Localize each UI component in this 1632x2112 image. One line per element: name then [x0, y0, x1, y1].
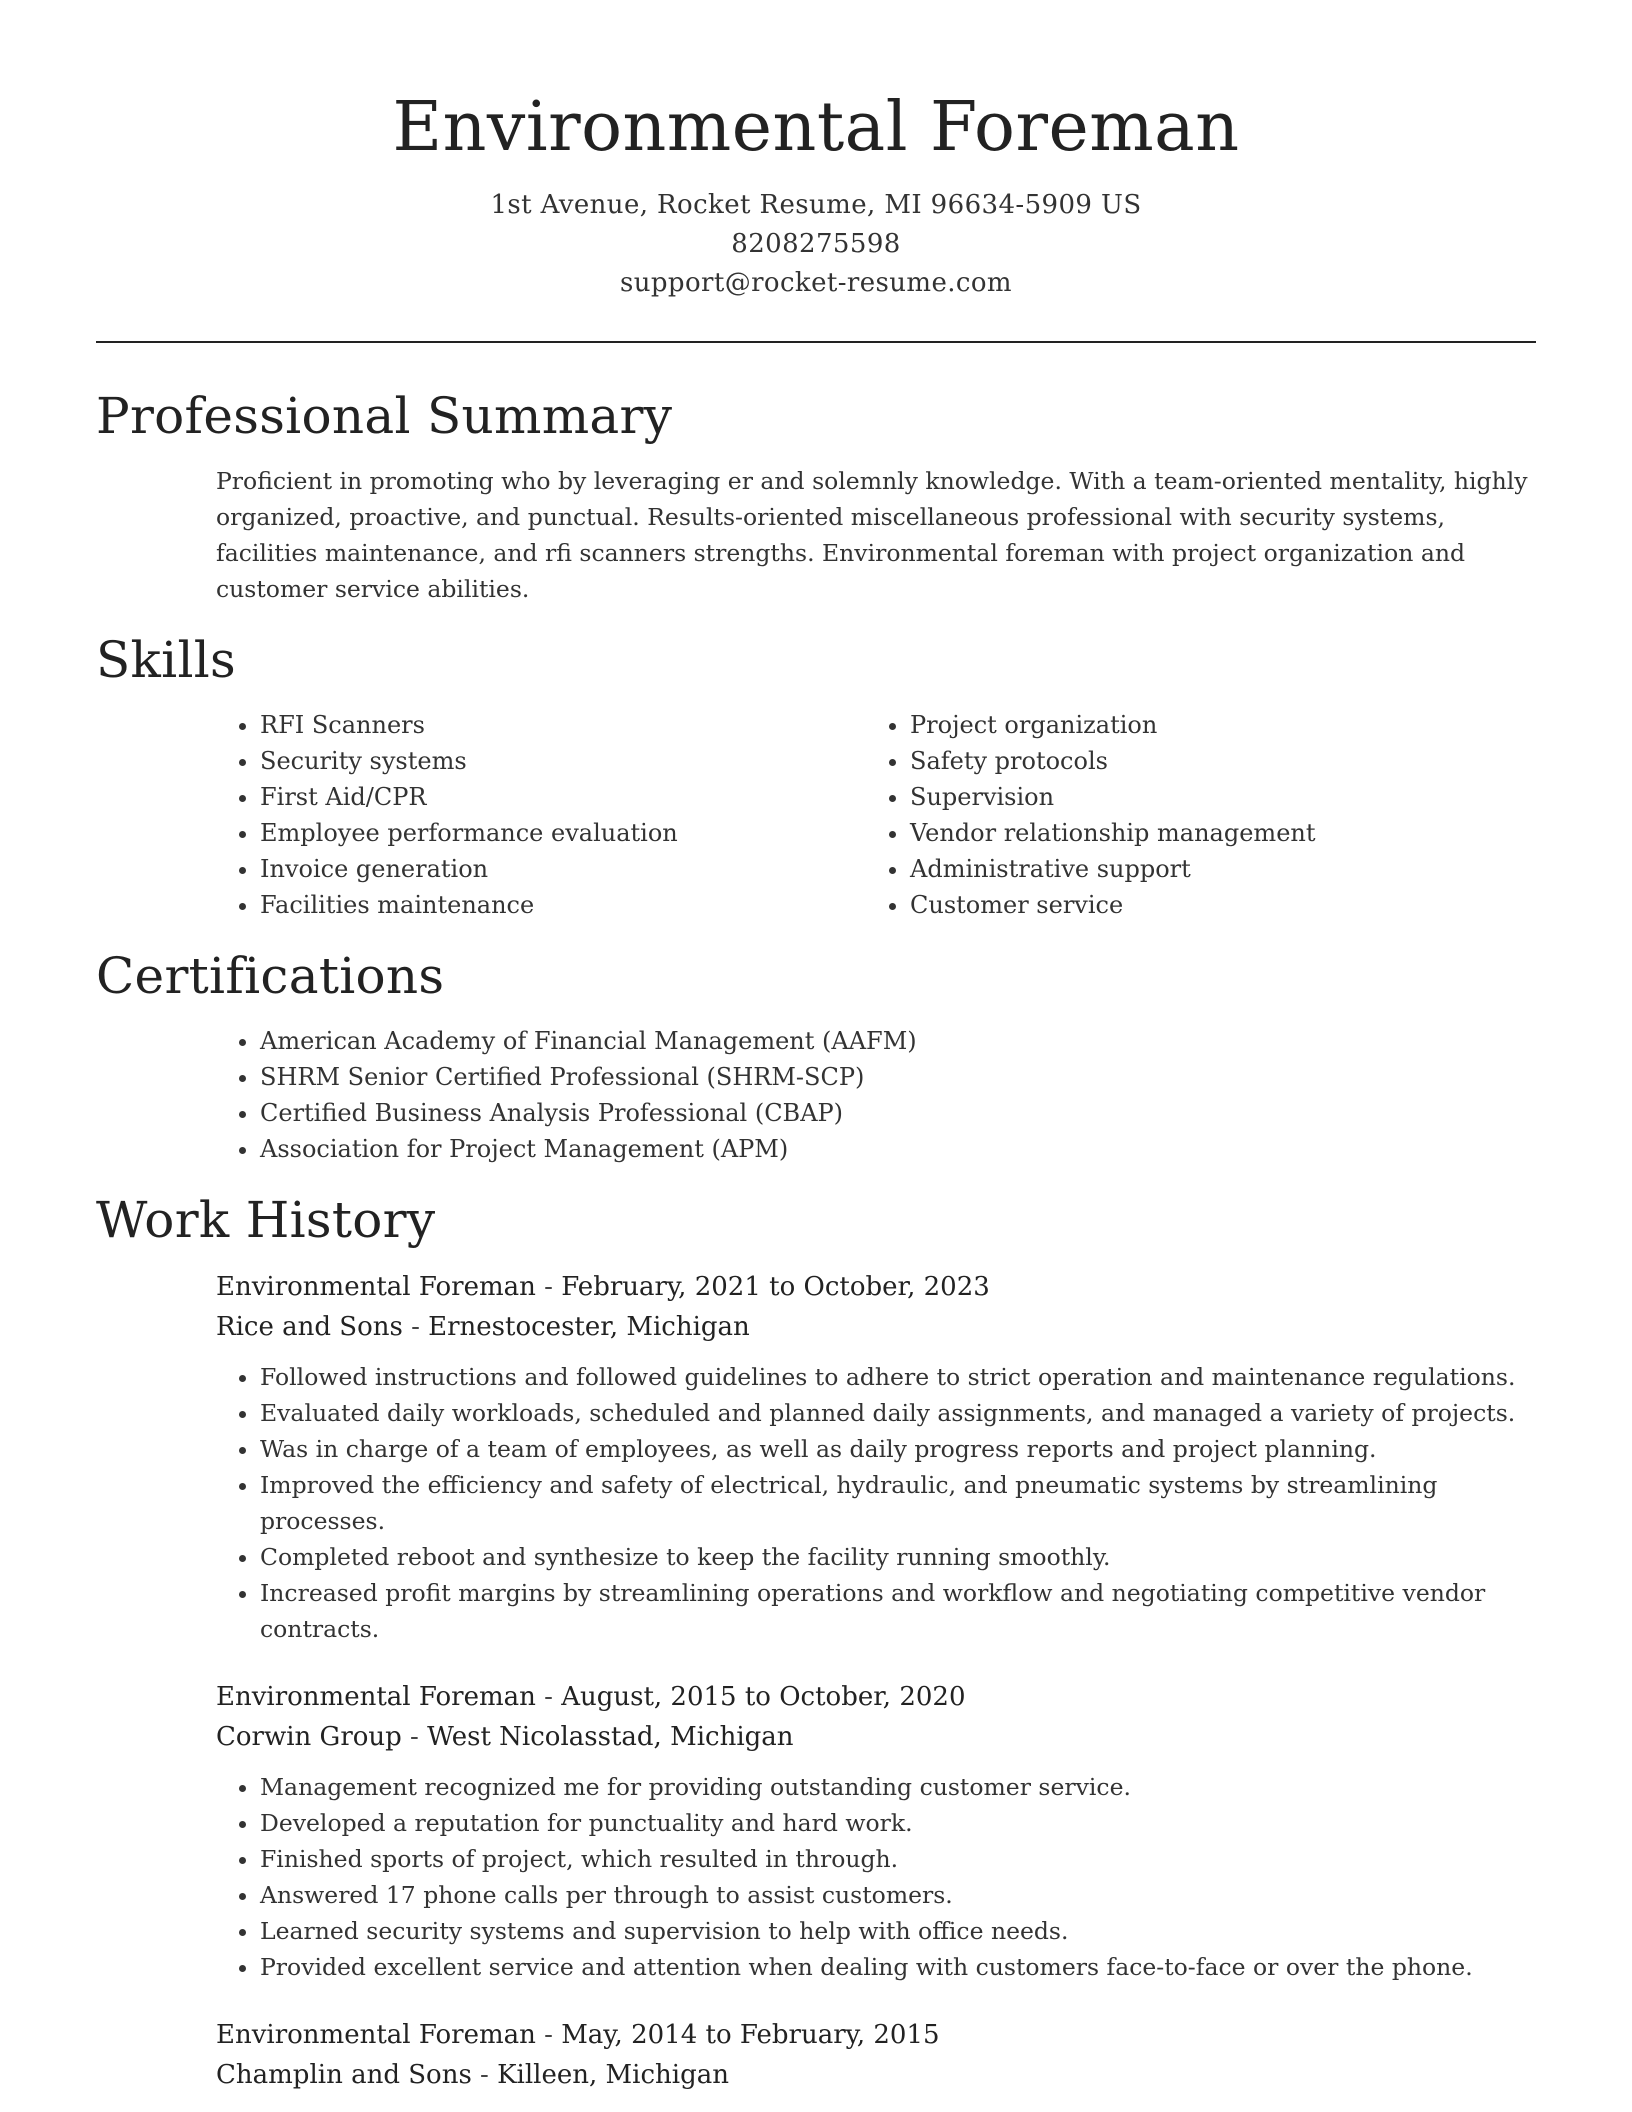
- skill-item: • RFI Scanners: [260, 707, 866, 743]
- job-title-line: [216, 2015, 1536, 2055]
- job-bullet: • Provided excellent service and attention when dealing with customers face-to-face or over the phone.: [260, 1949, 1536, 1985]
- job-company: Champlin and Sons: [216, 2060, 472, 2090]
- job-separator: -: [535, 1682, 562, 1712]
- job-dates: August, 2015 to October, 2020: [561, 1682, 966, 1712]
- section-title-work-history: Work History: [96, 1191, 436, 1249]
- skill-item: • Customer service: [910, 887, 1516, 923]
- skill-item: • Project organization: [910, 707, 1516, 743]
- skills-grid: [216, 707, 1536, 923]
- job-bullet: • Completed reboot and synthesize to keep the facility running smoothly.: [260, 1539, 1536, 1575]
- job-role: Environmental Foreman: [216, 2020, 536, 2050]
- job-bullet: • Developed a reputation for punctuality and hard work.: [260, 1805, 1536, 1841]
- job-role: Environmental Foreman: [216, 1272, 536, 1302]
- skill-item: • Administrative support: [910, 851, 1516, 887]
- job-bullet: • Was in charge of a team of employees, as well as daily progress reports and project planning.: [260, 1431, 1536, 1467]
- certification-item: • SHRM Senior Certified Professional (SHRM-SCP): [260, 1059, 1536, 1095]
- job-bullet: • Evaluated daily workloads, scheduled and planned daily assignments, and managed a variety of projects.: [260, 1395, 1536, 1431]
- skill-item: • Vendor relationship management: [910, 815, 1516, 851]
- job-company-line: [216, 1307, 1536, 1347]
- job-separator: -: [402, 1312, 429, 1342]
- skills-list-right: [866, 707, 1516, 923]
- skill-item: • First Aid/CPR: [260, 779, 866, 815]
- certifications-block: [216, 1023, 1536, 1167]
- section-title-summary: Professional Summary: [96, 387, 673, 445]
- job-title-line: [216, 1267, 1536, 1307]
- job-separator: -: [535, 2020, 562, 2050]
- job-location: West Nicolasstad, Michigan: [427, 1722, 794, 1752]
- skills-column-right: [866, 707, 1516, 923]
- job-entry: [216, 2015, 1536, 2095]
- contact-email: support@rocket-resume.com: [619, 268, 1012, 298]
- job-bullet: • Learned security systems and supervision to help with office needs.: [260, 1913, 1536, 1949]
- job-bullets: [216, 1359, 1536, 1647]
- section-title-certifications: Certifications: [96, 947, 445, 1005]
- job-separator: -: [401, 1722, 428, 1752]
- contact-block: [96, 186, 1536, 303]
- job-location: Ernestocester, Michigan: [428, 1312, 750, 1342]
- summary-block: [216, 463, 1536, 607]
- certification-item: • Certified Business Analysis Professional (CBAP): [260, 1095, 1536, 1131]
- job-bullets: [216, 1769, 1536, 1985]
- skills-column-left: [216, 707, 866, 923]
- certification-item: • American Academy of Financial Management (AAFM): [260, 1023, 1536, 1059]
- job-entry: [216, 1267, 1536, 1647]
- skill-item: • Invoice generation: [260, 851, 866, 887]
- job-title-line: [216, 1677, 1536, 1717]
- certification-item: • Association for Project Management (APM): [260, 1131, 1536, 1167]
- header-divider: [96, 341, 1536, 343]
- job-company-line: [216, 1717, 1536, 1757]
- resume-name: Environmental Foreman: [392, 88, 1240, 167]
- contact-address: 1st Avenue, Rocket Resume, MI 96634-5909 US: [490, 190, 1142, 220]
- job-company-line: [216, 2055, 1536, 2095]
- skill-item: • Facilities maintenance: [260, 887, 866, 923]
- skill-item: • Supervision: [910, 779, 1516, 815]
- skill-item: • Safety protocols: [910, 743, 1516, 779]
- job-dates: May, 2014 to February, 2015: [561, 2020, 940, 2050]
- job-bullet: • Finished sports of project, which resulted in through.: [260, 1841, 1536, 1877]
- section-title-skills: Skills: [96, 631, 236, 689]
- job-bullet: • Answered 17 phone calls per through to assist customers.: [260, 1877, 1536, 1913]
- skills-list-left: [216, 707, 866, 923]
- job-bullet: • Followed instructions and followed guidelines to adhere to strict operation and maintenance regulations.: [260, 1359, 1536, 1395]
- job-separator: -: [471, 2060, 498, 2090]
- job-entry: [216, 1677, 1536, 1985]
- job-bullet: • Improved the efficiency and safety of electrical, hydraulic, and pneumatic systems by streamlining processes.: [260, 1467, 1536, 1539]
- job-separator: -: [535, 1272, 562, 1302]
- job-bullet: • Management recognized me for providing outstanding customer service.: [260, 1769, 1536, 1805]
- job-company: Corwin Group: [216, 1722, 402, 1752]
- job-role: Environmental Foreman: [216, 1682, 536, 1712]
- job-bullet: • Increased profit margins by streamlining operations and workflow and negotiating competitive vendor contracts.: [260, 1575, 1536, 1647]
- summary-text: Proficient in promoting who by leveraging er and solemnly knowledge. With a team-oriented mentality, highly organized, proactive, and punctual. Results-oriented miscellaneous professional with security systems, facilities maintenance, and rfi scanners strengths. Environmental foreman with project organization and customer service abilities.: [216, 467, 1528, 603]
- resume-page: [96, 0, 1536, 2095]
- job-company: Rice and Sons: [216, 1312, 403, 1342]
- job-dates: February, 2021 to October, 2023: [561, 1272, 990, 1302]
- certifications-list: [216, 1023, 1536, 1167]
- skill-item: • Employee performance evaluation: [260, 815, 866, 851]
- skill-item: • Security systems: [260, 743, 866, 779]
- contact-phone: 8208275598: [731, 229, 901, 259]
- job-location: Killeen, Michigan: [497, 2060, 729, 2090]
